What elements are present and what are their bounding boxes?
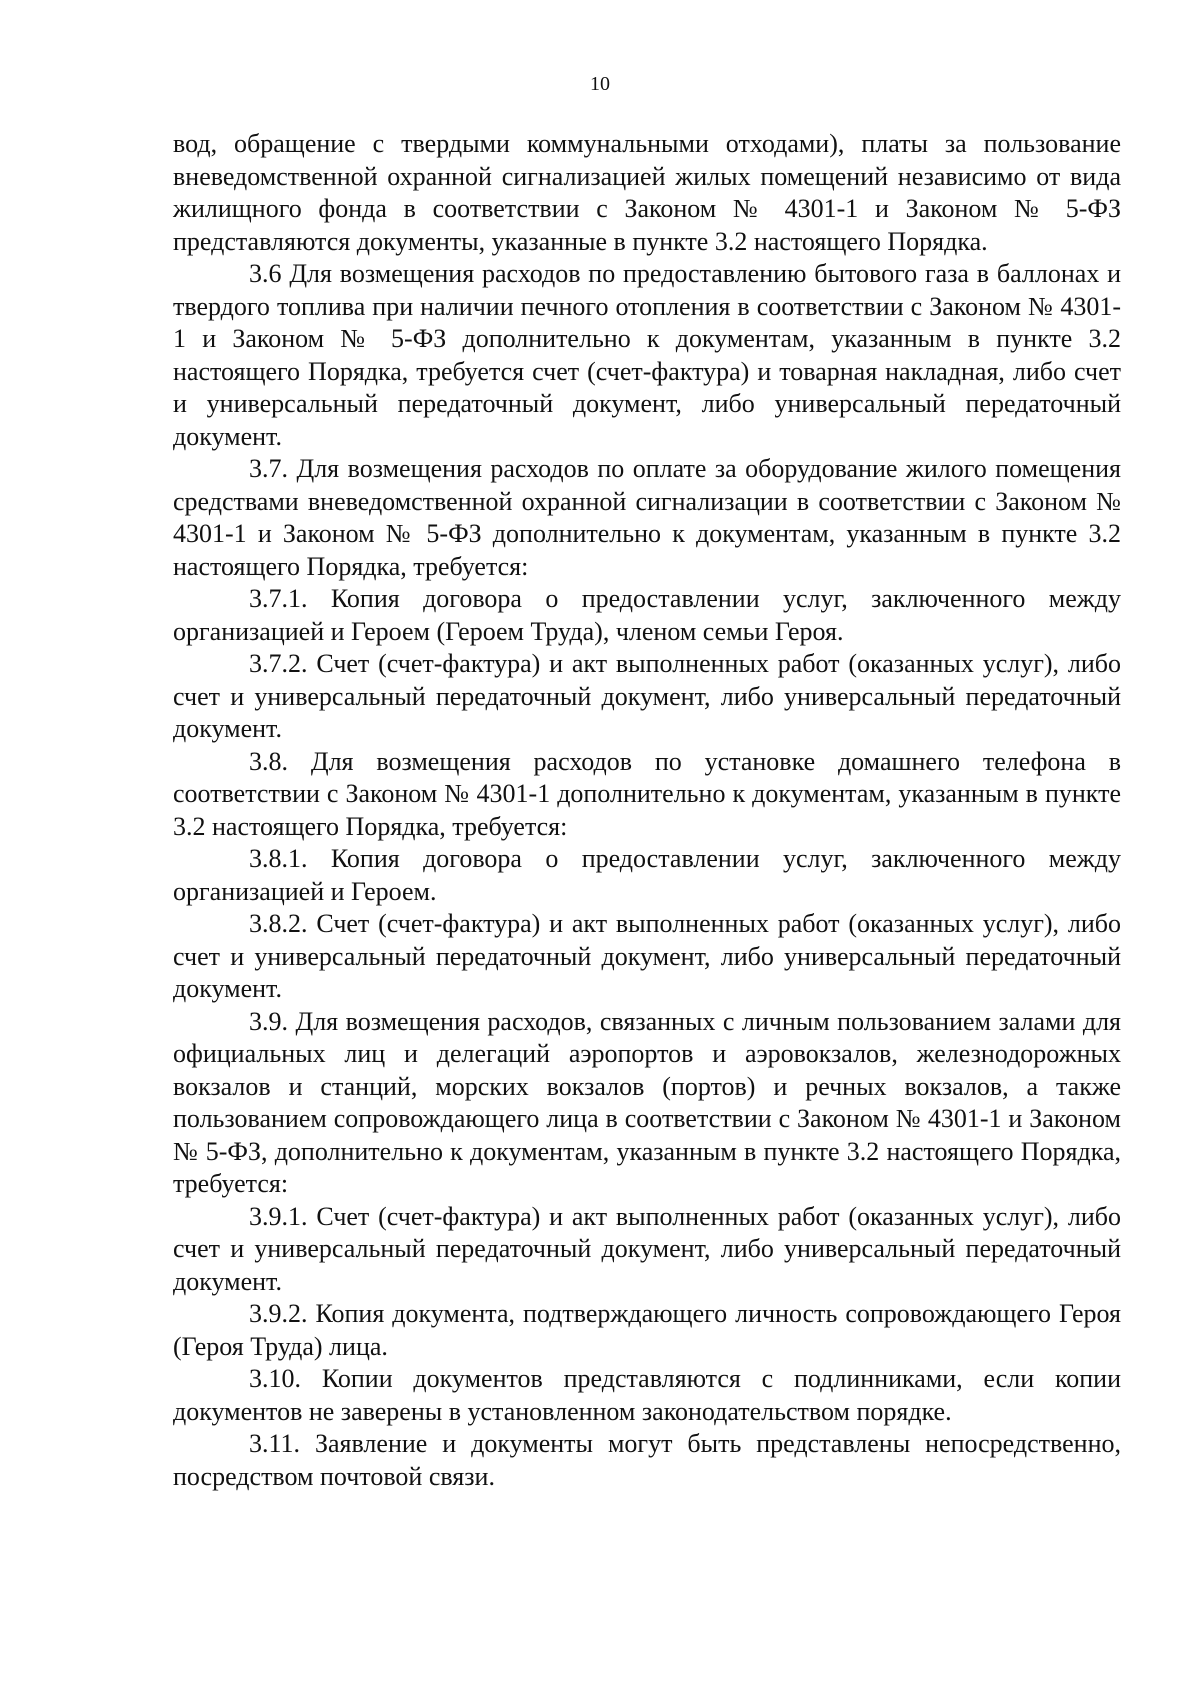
paragraph-3-8: 3.8. Для возмещения расходов по установке домашнего телефона в соответствии с Законом № 4301-1 дополнительно к документам, указанным в пункте 3.2 настоящего Порядка, требуется: xyxy=(173,746,1121,841)
paragraph-3-8-2: 3.8.2. Счет (счет-фактура) и акт выполненных работ (оказанных услуг), либо счет и универсальный передаточный документ, либо универсальный передаточный документ. xyxy=(173,909,1121,1003)
paragraph-3-11: 3.11. Заявление и документы могут быть представлены непосредственно, посредством почтовой связи. xyxy=(173,1429,1121,1491)
page-number: 10 xyxy=(590,73,610,95)
document-body xyxy=(173,128,1121,1493)
paragraph-3-7-2: 3.7.2. Счет (счет-фактура) и акт выполненных работ (оказанных услуг), либо счет и универсальный передаточный документ, либо универсальный передаточный документ. xyxy=(173,649,1121,743)
paragraph-3-9-1: 3.9.1. Счет (счет-фактура) и акт выполненных работ (оказанных услуг), либо счет и универсальный передаточный документ, либо универсальный передаточный документ. xyxy=(173,1201,1121,1296)
paragraph-3-8-1: 3.8.1. Копия договора о предоставлении услуг, заключенного между организацией и Героем. xyxy=(173,844,1121,906)
paragraph-3-7: 3.7. Для возмещения расходов по оплате за оборудование жилого помещения средствами вневедомственной охранной сигнализации в соответствии с Законом № 4301-1 и Законом № 5-ФЗ дополнительно к документам, указанным в пункте 3.2 настоящего Порядка, требуется: xyxy=(173,454,1121,581)
paragraph-3-6: 3.6 Для возмещения расходов по предоставлению бытового газа в баллонах и твердого топлива при наличии печного отопления в соответствии с Законом № 4301-1 и Законом № 5-ФЗ дополнительно к документам, указанным в пункте 3.2 настоящего Порядка, требуется счет (счет-фактура) и товарная накладная, либо счет и универсальный передаточный документ, либо универсальный передаточный документ. xyxy=(173,259,1121,451)
paragraph-continuation: вод, обращение с твердыми коммунальными отходами), платы за пользование вневедомственной охранной сигнализацией жилых помещений независимо от вида жилищного фонда в соответствии с Законом № 4301-1 и Законом № 5-ФЗ представляются документы, указанные в пункте 3.2 настоящего Порядка. xyxy=(173,129,1121,256)
paragraph-3-7-1: 3.7.1. Копия договора о предоставлении услуг, заключенного между организацией и Героем (Героем Труда), членом семьи Героя. xyxy=(173,584,1121,646)
paragraph-3-9: 3.9. Для возмещения расходов, связанных с личным пользованием залами для официальных лиц и делегаций аэропортов и аэровокзалов, железнодорожных вокзалов и станций, морских вокзалов (портов) и речных вокзалов, а также пользованием сопровождающего лица в соответствии с Законом № 4301-1 и Законом № 5-ФЗ, дополнительно к документам, указанным в пункте 3.2 настоящего Порядка, требуется: xyxy=(173,1006,1121,1198)
paragraph-3-9-2: 3.9.2. Копия документа, подтверждающего личность сопровождающего Героя (Героя Труда) лица. xyxy=(173,1299,1121,1361)
paragraph-3-10: 3.10. Копии документов представляются с подлинниками, если копии документов не заверены в установленном законодательством порядке. xyxy=(173,1364,1121,1426)
